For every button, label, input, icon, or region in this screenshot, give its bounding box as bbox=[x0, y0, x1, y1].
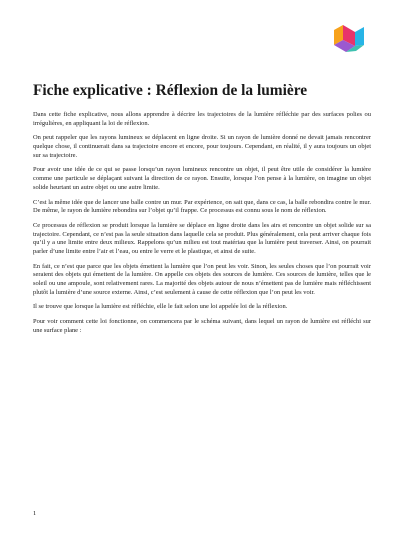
page-title: Fiche explicative : Réflexion de la lumière bbox=[33, 82, 308, 99]
page-number: 1 bbox=[33, 510, 37, 517]
colorful-n-logo bbox=[334, 25, 364, 53]
paragraph-straight-line: On peut rappeler que les rayons lumineux se déplacent en ligne droite. Si un rayon de lumière donné ne devait jamais rencontrer quelque chose, il continuerait dans sa trajectoire encore et encore, pour toujours. Cependant, en réalité, il y aura toujours un objet sur sa trajectoire. bbox=[33, 134, 371, 159]
document-body bbox=[33, 111, 371, 342]
paragraph-diagram-intro: Pour voir comment cette loi fonctionne, on commencera par le schéma suivant, dans lequel un rayon de lumière est réfléchi sur une surface plane : bbox=[33, 318, 371, 334]
paragraph-intro: Dans cette fiche explicative, nous allons apprendre à décrire les trajectoires de la lumière réfléchie par des surfaces polies ou irrégulières, en appliquant la loi de réflexion. bbox=[33, 111, 371, 127]
paragraph-law-intro: Il se trouve que lorsque la lumière est réfléchie, elle le fait selon une loi appelée loi de la réflexion. bbox=[33, 303, 288, 311]
paragraph-media-boundary: Ce processus de réflexion se produit lorsque la lumière se déplace en ligne droite dans les airs et rencontre un objet solide sur sa trajectoire. Cependant, ce n’est pas la seule situation dans laquelle cela se produit. Plus généralement, cela peut arriver chaque fois qu’il y a une limite entre deux milieux. Rappelons qu’un milieu est tout matériau que la lumière peut traverser. Ainsi, on pourrait parler d’une limite entre l’air et l’eau, ou entre le verre et le plastique, et ainsi de suite. bbox=[33, 221, 371, 255]
paragraph-light-sources: En fait, ce n’est que parce que les objets émettent la lumière que l’on peut les voir. Sinon, les seules choses que l’on pourrait voir seraient des objets qui émettent de la lumière. On appelle ces objets des sources de lumière. Ces sources de lumière, telles que le soleil ou une ampoule, sont relativement rares. La majorité des objets autour de nous n’émettent pas de lumière mais réfléchissent plutôt la lumière d’une source externe. Ainsi, c’est seulement à cause de cette réflexion que l’on peut les voir. bbox=[33, 262, 371, 296]
paragraph-ball-analogy: C’est la même idée que de lancer une balle contre un mur. Par expérience, on sait que, dans ce cas, la balle rebondira contre le mur. De même, le rayon de lumière rebondira sur l’objet qu’il frappe. Ce processus est connu sous le nom de réflexion. bbox=[33, 198, 371, 215]
paragraph-particle-model: Pour avoir une idée de ce qui se passe lorsqu’un rayon lumineux rencontre un objet, il peut être utile de considérer la lumière comme une particule se déplaçant suivant la direction de ce rayon. Ensuite, lorsque l’on pense à la lumière, on imagine un objet solide heurtant un autre objet ou une autre limite. bbox=[33, 166, 371, 191]
logo-segment-blue bbox=[355, 27, 364, 46]
